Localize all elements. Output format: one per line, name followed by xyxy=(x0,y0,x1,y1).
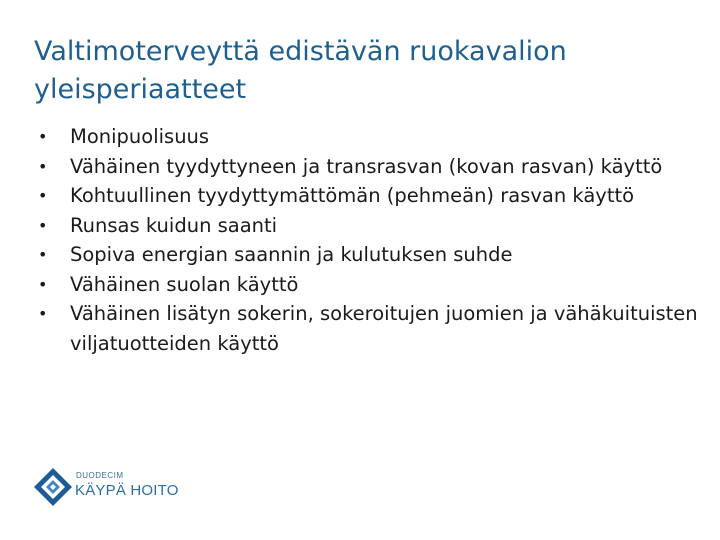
bullet-dot-icon: • xyxy=(38,245,48,264)
bullet-dot-icon: • xyxy=(38,304,48,323)
logo-small-text: DUODECIM xyxy=(76,471,124,480)
bullet-text: Vähäinen lisätyn sokerin, sokeroitujen juomien ja vähäkuituisten viljatuotteiden käyttö xyxy=(70,302,698,355)
logo-main-text: KÄYPÄ HOITO xyxy=(75,482,179,499)
bullet-text: Monipuolisuus xyxy=(70,125,210,148)
bullet-item xyxy=(34,152,704,182)
bullet-item xyxy=(34,299,704,358)
kaypa-hoito-logo xyxy=(32,466,182,510)
bullet-list xyxy=(34,122,704,358)
bullet-item xyxy=(34,122,704,152)
bullet-dot-icon: • xyxy=(38,156,48,176)
bullet-item xyxy=(34,270,704,300)
bullet-text: Sopiva energian saannin ja kulutuksen suhde xyxy=(70,243,513,266)
bullet-dot-icon: • xyxy=(38,186,48,205)
bullet-text: Vähäinen tyydyttyneen ja transrasvan (kovan rasvan) käyttö xyxy=(70,154,663,178)
bullet-item xyxy=(34,181,704,211)
diamond-logo-icon xyxy=(32,466,74,508)
bullet-text: Runsas kuidun saanti xyxy=(70,213,278,237)
bullet-item xyxy=(34,240,704,270)
slide-title: Valtimoterveyttä edistävän ruokavalion yleisperiaatteet xyxy=(34,36,567,105)
bullet-dot-icon: • xyxy=(38,274,48,294)
bullet-item xyxy=(34,211,704,241)
bullet-dot-icon: • xyxy=(38,215,48,235)
bullet-text: Vähäinen suolan käyttö xyxy=(70,272,299,296)
bullet-text: Kohtuullinen tyydyttymättömän (pehmeän) rasvan käyttö xyxy=(70,184,635,207)
bullet-dot-icon: • xyxy=(38,127,48,146)
